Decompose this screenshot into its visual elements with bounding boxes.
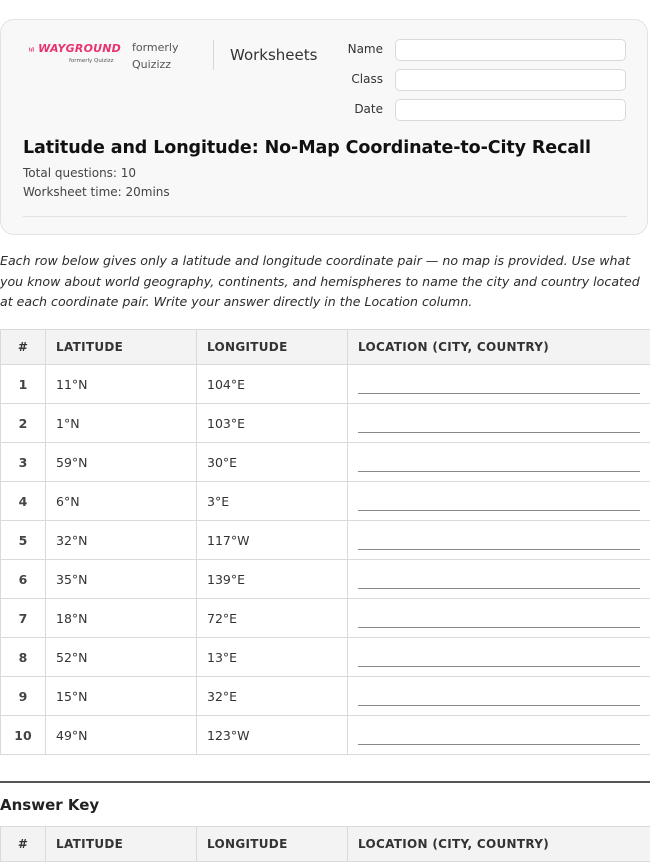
answer-column-header-location: LOCATION (CITY, COUNTRY) [348,827,650,862]
row-number: 9 [1,677,46,716]
answer-key-header-row [1,827,650,862]
column-header-number: # [1,330,46,365]
latitude-cell: 32°N [46,521,197,560]
longitude-cell: 3°E [197,482,348,521]
latitude-cell: 11°N [46,365,197,404]
longitude-cell: 139°E [197,560,348,599]
longitude-cell: 123°W [197,716,348,755]
row-number: 3 [1,443,46,482]
latitude-cell: 18°N [46,599,197,638]
questions-table [0,329,650,755]
latitude-cell: 6°N [46,482,197,521]
table-row [1,365,650,404]
row-number: 1 [1,365,46,404]
worksheet-time: Worksheet time: 20mins [23,185,170,199]
row-number: 5 [1,521,46,560]
location-answer-cell[interactable] [348,404,650,443]
date-label: Date [354,102,383,116]
answer-line[interactable] [358,578,640,589]
location-answer-cell[interactable] [348,716,650,755]
location-answer-cell[interactable] [348,365,650,404]
answer-line[interactable] [358,695,640,706]
brand-name: WAYGROUND [38,42,121,56]
class-field[interactable] [395,69,626,91]
answer-line[interactable] [358,461,640,472]
table-row [1,560,650,599]
answer-line[interactable] [358,617,640,628]
answer-line[interactable] [358,539,640,550]
longitude-cell: 103°E [197,404,348,443]
brand-subtitle: formerly Quizizz [69,58,114,64]
row-number: 10 [1,716,46,755]
brand-logo [29,42,121,72]
worksheet-title: Latitude and Longitude: No-Map Coordinate-to-City Recall [23,138,591,158]
name-field[interactable] [395,39,626,61]
table-header-row [1,330,650,365]
row-number: 6 [1,560,46,599]
table-row [1,677,650,716]
row-number: 8 [1,638,46,677]
location-answer-cell[interactable] [348,560,650,599]
longitude-cell: 72°E [197,599,348,638]
header-divider [213,40,214,70]
answer-line[interactable] [358,734,640,745]
longitude-cell: 104°E [197,365,348,404]
longitude-cell: 30°E [197,443,348,482]
location-answer-cell[interactable] [348,521,650,560]
table-row [1,443,650,482]
table-row [1,638,650,677]
answer-column-header-longitude: LONGITUDE [197,827,348,862]
instructions-text: Each row below gives only a latitude and longitude coordinate pair — no map is provided. Use what you know about world geography, continents, and hemispheres to name the city and country located at each coordinate pair. Write your answer directly in the Location column. [0,251,648,313]
longitude-cell: 117°W [197,521,348,560]
latitude-cell: 1°N [46,404,197,443]
latitude-cell: 15°N [46,677,197,716]
table-row [1,482,650,521]
location-answer-cell[interactable] [348,599,650,638]
location-answer-cell[interactable] [348,443,650,482]
answer-key-separator [0,781,650,783]
answer-key-table [0,826,650,862]
column-header-longitude: LONGITUDE [197,330,348,365]
location-answer-cell[interactable] [348,638,650,677]
latitude-cell: 35°N [46,560,197,599]
answer-line[interactable] [358,500,640,511]
class-label: Class [351,72,383,86]
total-questions: Total questions: 10 [23,166,136,180]
worksheet-header-card [0,19,648,235]
longitude-cell: 13°E [197,638,348,677]
latitude-cell: 52°N [46,638,197,677]
answer-line[interactable] [358,383,640,394]
table-row [1,521,650,560]
answer-line[interactable] [358,656,640,667]
answer-column-header-latitude: LATITUDE [46,827,197,862]
longitude-cell: 32°E [197,677,348,716]
wayground-logo-icon [29,44,35,55]
row-number: 7 [1,599,46,638]
location-answer-cell[interactable] [348,482,650,521]
table-row [1,599,650,638]
column-header-latitude: LATITUDE [46,330,197,365]
name-label: Name [348,42,383,56]
card-divider [23,216,627,217]
formerly-quizizz-label: formerly Quizizz [132,39,192,73]
latitude-cell: 49°N [46,716,197,755]
row-number: 2 [1,404,46,443]
answer-column-header-number: # [1,827,46,862]
answer-key-title: Answer Key [0,796,99,814]
brand-wordmark [29,42,121,56]
table-row [1,716,650,755]
table-row [1,404,650,443]
worksheets-label: Worksheets [230,46,317,64]
column-header-location: LOCATION (CITY, COUNTRY) [348,330,650,365]
latitude-cell: 59°N [46,443,197,482]
answer-line[interactable] [358,422,640,433]
location-answer-cell[interactable] [348,677,650,716]
row-number: 4 [1,482,46,521]
date-field[interactable] [395,99,626,121]
